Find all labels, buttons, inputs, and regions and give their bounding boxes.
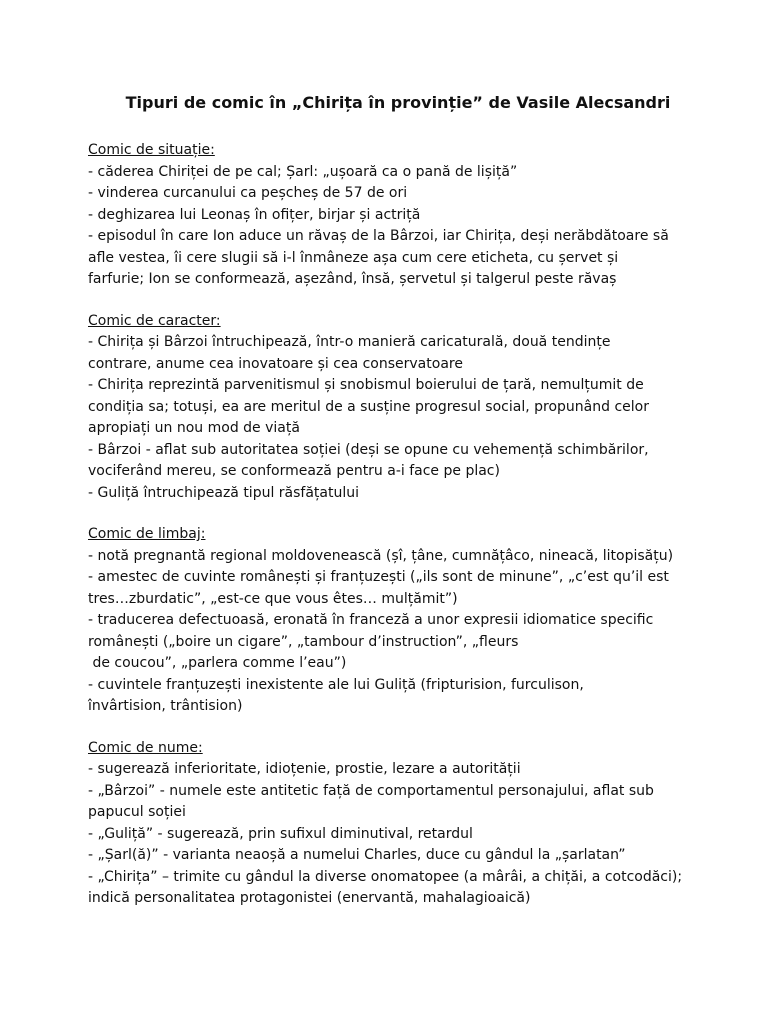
text-line: - „Șarl(ă)” - varianta neaoșă a numelui Charles, duce cu gândul la „șarlatan” (88, 847, 626, 863)
text-line: - vinderea curcanului ca peșcheș de 57 de ori (88, 185, 408, 201)
text-line: apropiați un nou mod de viață (88, 420, 300, 436)
text-line: - „Bârzoi” - numele este antitetic față de comportamentul personajului, aflat sub (88, 782, 654, 799)
text-line: - Chirița reprezintă parvenitismul și snobismul boierului de țară, nemulțumit de (88, 377, 644, 393)
section-comic-de-situatie (88, 140, 698, 291)
text-line: papucul soției (88, 804, 186, 820)
section-heading: Comic de caracter: (88, 312, 221, 329)
section-heading: Comic de limbaj: (88, 526, 206, 542)
text-line: tres…zburdatic”, „est-ce que vous êtes… mulțămit”) (88, 590, 458, 607)
text-line: - traducerea defectuoasă, eronată în franceză a unor expresii idiomatice specific (88, 612, 654, 628)
text-line: - „Chirița” – trimite cu gândul la diverse onomatopee (a mârâi, a chițăi, a cotcodăci); (88, 868, 683, 885)
section-heading: Comic de situație: (88, 142, 215, 158)
text-line: românești („boire un cigare”, „tambour d’instruction”, „fleurs (88, 633, 519, 650)
text-line: condiția sa; totuși, ea are meritul de a susține progresul social, propunând celor (88, 398, 649, 415)
section-heading: Comic de nume: (88, 739, 203, 756)
text-line: - deghizarea lui Leonaș în ofițer, birjar și actriță (88, 206, 421, 223)
section-comic-de-limbaj (88, 524, 698, 718)
text-line: învârtision, trântision) (88, 698, 243, 714)
text-line: - Chirița și Bârzoi întruchipează, într-o manieră caricaturală, două tendințe (88, 334, 611, 350)
section-comic-de-caracter (88, 311, 698, 505)
text-line: - Guliță întruchipează tipul răsfățatului (88, 484, 360, 501)
text-line: farfurie; Ion se conformează, așezând, însă, șervetul și talgerul peste răvaș (88, 271, 617, 287)
document-title: Tipuri de comic în „Chirița în provinție” de Vasile Alecsandri (125, 93, 671, 112)
text-line: afle vestea, îi cere slugii să i-l înmâneze așa cum cere eticheta, cu șervet și (88, 249, 619, 266)
text-line: - notă pregnantă regional moldovenească (șî, țâne, cumnățâco, nineacă, litopisățu) (88, 547, 674, 564)
text-line: contrare, anume cea inovatoare și cea conservatoare (88, 355, 463, 372)
text-line: de coucou”, „parlera comme l’eau”) (88, 655, 347, 671)
text-line: vociferând mereu, se conformează pentru a-i face pe plac) (88, 463, 500, 479)
text-line: - sugerează inferioritate, idioțenie, prostie, lezare a autorității (88, 761, 521, 777)
section-comic-de-nume (88, 738, 698, 910)
text-line: - cuvintele franțuzești inexistente ale lui Guliță (fripturision, furculison, (88, 676, 584, 693)
text-line: - amestec de cuvinte românești și franțuzești („ils sont de minune”, „c’est qu’il est (88, 569, 669, 585)
text-line: - „Guliță” - sugerează, prin sufixul diminutival, retardul (88, 825, 473, 842)
text-line: - Bârzoi - aflat sub autoritatea soției (deși se opune cu vehemență schimbărilor, (88, 441, 649, 458)
text-line: indică personalitatea protagonistei (enervantă, mahalagioaică) (88, 890, 531, 906)
text-line: - căderea Chiriței de pe cal; Șarl: „ușoară ca o pană de lișiță” (88, 163, 518, 180)
text-line: - episodul în care Ion aduce un răvaș de la Bârzoi, iar Chirița, deși nerăbdătoare să (88, 228, 669, 244)
